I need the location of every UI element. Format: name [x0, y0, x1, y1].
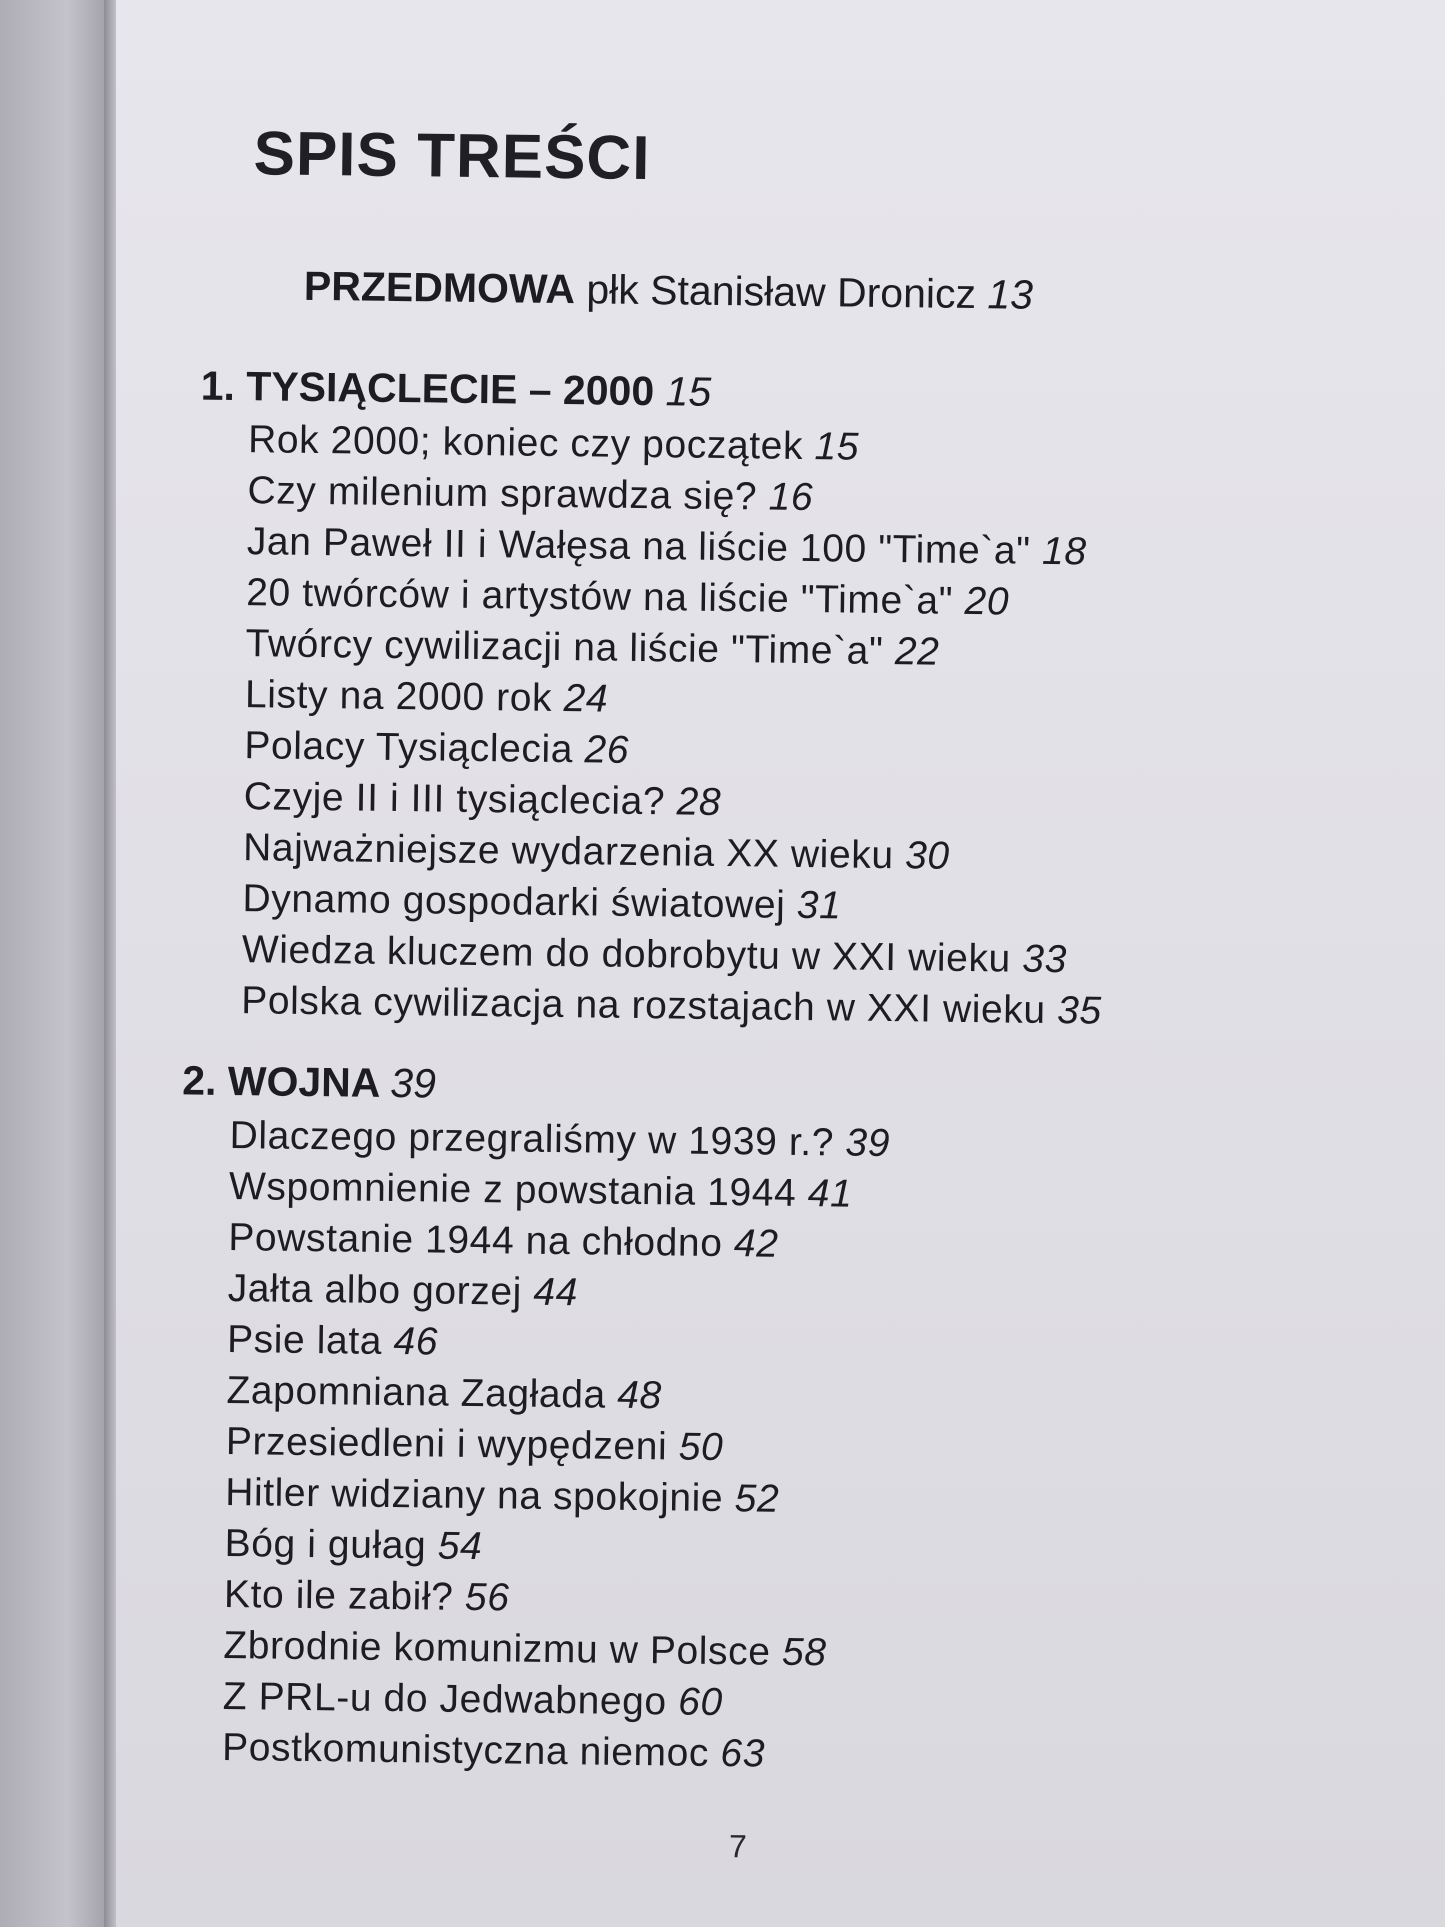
entry-title: Rok 2000; koniec czy początek [247, 418, 804, 468]
entry-page: 41 [807, 1172, 853, 1216]
entry-title: Jan Paweł II i Wałęsa na liście 100 "Time`a" [246, 520, 1031, 573]
page-number: 7 [728, 1828, 747, 1865]
toc-entry[interactable] [224, 1518, 885, 1577]
section-page: 15 [665, 368, 712, 415]
section-title: 2. WOJNA [181, 1057, 380, 1106]
section-title: 1. TYSIĄCLECIE – 2000 [200, 362, 655, 415]
entry-title: Dynamo gospodarki światowej [242, 877, 786, 927]
entry-title: Najważniejsze wydarzenia XX wieku [242, 826, 894, 878]
toc-entry[interactable] [222, 1722, 883, 1781]
entry-page: 18 [1041, 529, 1087, 574]
section-heading-2 [182, 1057, 436, 1107]
toc-entry[interactable] [228, 1212, 889, 1271]
table-of-contents [116, 0, 1445, 1927]
entry-title: Polska cywilizacja na rozstajach w XXI wieku [240, 979, 1046, 1032]
entry-title: Postkomunistyczna niemoc [221, 1725, 710, 1775]
entry-page: 24 [563, 677, 609, 721]
section-page: 39 [390, 1059, 437, 1107]
entry-page: 44 [533, 1270, 579, 1315]
entry-page: 42 [733, 1222, 779, 1266]
entry-title: Listy na 2000 rok [244, 673, 553, 720]
entry-page: 15 [814, 425, 860, 469]
entry-page: 28 [676, 780, 722, 824]
entry-page: 58 [781, 1630, 827, 1675]
entry-title: Powstanie 1944 na chłodno [228, 1215, 723, 1266]
entry-page: 63 [720, 1732, 766, 1776]
entry-title: Zbrodnie komunizmu w Polsce [223, 1623, 771, 1674]
entry-page: 56 [464, 1575, 510, 1620]
entry-title: Zapomniana Zagłada [226, 1368, 607, 1417]
entry-page: 30 [904, 834, 950, 878]
entry-page: 22 [894, 630, 940, 674]
toc-entry[interactable] [227, 1263, 888, 1322]
toc-entry[interactable] [224, 1569, 885, 1628]
section-1-entries [241, 414, 1109, 1036]
preface-entry [304, 263, 1034, 319]
toc-entry[interactable] [241, 975, 1102, 1037]
entry-title: Polacy Tysiąclecia [244, 724, 574, 772]
entry-page: 31 [796, 883, 842, 928]
left-page-edge [0, 0, 112, 1927]
entry-page: 60 [677, 1680, 724, 1725]
entry-title: Hitler widziany na spokojnie [224, 1470, 724, 1521]
toc-entry[interactable] [226, 1416, 887, 1475]
book-page [116, 0, 1445, 1927]
entry-title: Wiedza kluczem do dobrobytu w XXI wieku [241, 928, 1012, 981]
entry-title: Przesiedleni i wypędzeni [225, 1419, 668, 1469]
entry-page: 33 [1022, 937, 1068, 982]
entry-page: 50 [678, 1425, 724, 1470]
page-title: SPIS TREŚCI [253, 119, 651, 194]
entry-title: Psie lata [226, 1317, 383, 1363]
preface-author: płk Stanisław Dronicz [586, 266, 977, 318]
entry-page: 20 [964, 579, 1010, 624]
toc-entry[interactable] [227, 1314, 888, 1373]
entry-page: 54 [437, 1524, 483, 1569]
toc-entry[interactable] [223, 1620, 884, 1679]
entry-page: 48 [617, 1373, 663, 1418]
entry-page: 46 [393, 1320, 439, 1364]
entry-title: Czyje II i III tysiąclecia? [243, 775, 666, 824]
entry-title: Wspomnienie z powstania 1944 [228, 1164, 797, 1215]
entry-title: Jałta albo gorzej [227, 1266, 523, 1314]
entry-title: Bóg i gułag [224, 1521, 427, 1568]
entry-page: 52 [734, 1477, 780, 1521]
section-heading-1 [200, 363, 711, 416]
toc-entry[interactable] [225, 1467, 886, 1526]
entry-page: 35 [1056, 989, 1103, 1033]
entry-title: Twórcy cywilizacji na liście "Time`a" [245, 622, 884, 673]
toc-entry[interactable] [229, 1161, 890, 1220]
entry-title: Czy milenium sprawdza się? [247, 469, 758, 519]
entry-title: Dlaczego przegraliśmy w 1939 r.? [229, 1113, 835, 1165]
entry-title: Kto ile zabił? [223, 1572, 454, 1619]
entry-title: 20 twórców i artystów na liście "Time`a" [245, 571, 954, 623]
section-2-entries [222, 1110, 891, 1781]
toc-entry[interactable] [229, 1110, 890, 1169]
toc-entry[interactable] [226, 1365, 887, 1424]
entry-page: 26 [584, 728, 630, 772]
toc-entry[interactable] [222, 1671, 883, 1730]
preface-heading: PRZEDMOWA [303, 262, 576, 313]
entry-title: Z PRL-u do Jedwabnego [222, 1674, 668, 1724]
preface-page: 13 [987, 271, 1034, 318]
entry-page: 16 [768, 475, 814, 520]
entry-page: 39 [845, 1121, 891, 1166]
